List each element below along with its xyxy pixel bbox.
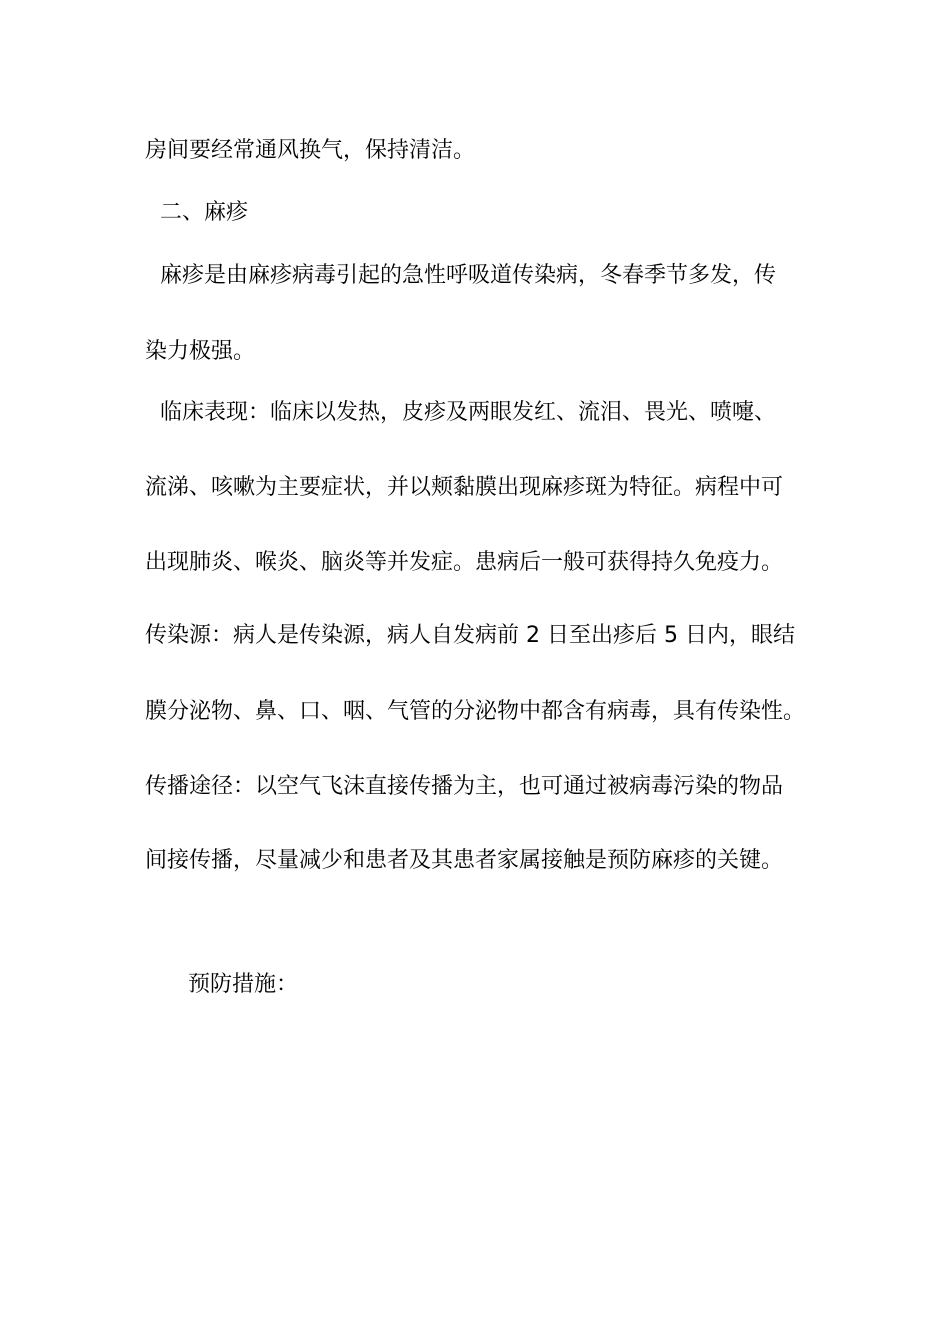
section-heading: 二、麻疹 bbox=[160, 200, 249, 225]
paragraph-line: 房间要经常通风换气，保持清洁。 bbox=[145, 138, 476, 163]
paragraph-line: 麻疹是由麻疹病毒引起的急性呼吸道传染病，冬春季节多发，传 bbox=[160, 263, 777, 288]
paragraph-line: 传染源：病人是传染源，病人自发病前 2 日至出疹后 5 日内，眼结 bbox=[145, 623, 795, 648]
section-heading: 预防措施： bbox=[188, 972, 299, 997]
paragraph-line: 流涕、咳嗽为主要症状，并以颊黏膜出现麻疹斑为特征。病程中可 bbox=[145, 475, 784, 500]
paragraph-line: 出现肺炎、喉炎、脑炎等并发症。患病后一般可获得持久免疫力。 bbox=[145, 550, 784, 575]
paragraph-line: 临床表现：临床以发热，皮疹及两眼发红、流泪、畏光、喷嚏、 bbox=[160, 400, 777, 425]
paragraph-line: 膜分泌物、鼻、口、咽、气管的分泌物中都含有病毒，具有传染性。 bbox=[145, 699, 806, 724]
paragraph-line: 染力极强。 bbox=[145, 339, 256, 364]
paragraph-line: 传播途径：以空气飞沫直接传播为主，也可通过被病毒污染的物品 bbox=[145, 774, 784, 799]
paragraph-line: 间接传播，尽量减少和患者及其患者家属接触是预防麻疹的关键。 bbox=[145, 848, 784, 873]
